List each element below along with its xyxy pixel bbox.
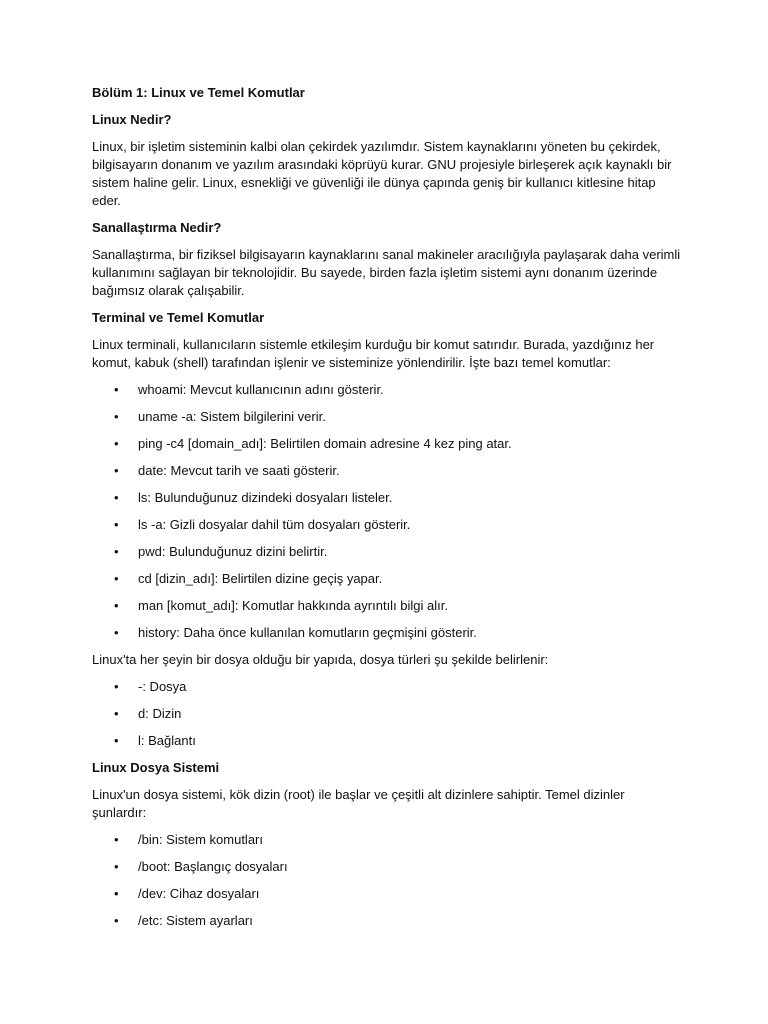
bullet-icon: • bbox=[114, 463, 119, 478]
bullet-icon: • bbox=[114, 706, 119, 721]
bullet-icon: • bbox=[114, 859, 119, 874]
bullet-icon: • bbox=[114, 886, 119, 901]
bullet-icon: • bbox=[114, 490, 119, 505]
list-item-text: cd [dizin_adı]: Belirtilen dizine geçiş yapar. bbox=[138, 571, 383, 586]
list-item bbox=[92, 678, 682, 696]
section-text-terminal: Linux terminali, kullanıcıların sistemle etkileşim kurduğu bir komut satırıdır. Burada, yazdığınız her komut, kabuk (shell) tarafından işlenir ve sisteminize yönlendirilir. İşte bazı temel komutlar: bbox=[92, 337, 655, 370]
list-item-text: pwd: Bulunduğunuz dizini belirtir. bbox=[138, 544, 328, 559]
bullet-icon: • bbox=[114, 436, 119, 451]
list-item bbox=[92, 912, 682, 930]
list-item-text: man [komut_adı]: Komutlar hakkında ayrıntılı bilgi alır. bbox=[138, 598, 448, 613]
list-item bbox=[92, 597, 682, 615]
file-type-list bbox=[92, 678, 682, 750]
bullet-icon: • bbox=[114, 733, 119, 748]
list-item bbox=[92, 885, 682, 903]
list-item-text: /bin: Sistem komutları bbox=[138, 832, 263, 847]
bullet-icon: • bbox=[114, 571, 119, 586]
list-item-text: d: Dizin bbox=[138, 706, 182, 721]
list-item bbox=[92, 408, 682, 426]
list-item bbox=[92, 570, 682, 588]
section-heading-filesystem: Linux Dosya Sistemi bbox=[92, 760, 220, 775]
bullet-icon: • bbox=[114, 382, 119, 397]
list-item bbox=[92, 516, 682, 534]
list-item bbox=[92, 858, 682, 876]
list-item-text: /boot: Başlangıç dosyaları bbox=[138, 859, 288, 874]
section-text-filesystem: Linux'un dosya sistemi, kök dizin (root) ile başlar ve çeşitli alt dizinlere sahiptir. Temel dizinler şunlardır: bbox=[92, 787, 625, 820]
bullet-icon: • bbox=[114, 913, 119, 928]
list-item-text: history: Daha önce kullanılan komutların geçmişini gösterir. bbox=[138, 625, 477, 640]
section-text-linux: Linux, bir işletim sisteminin kalbi olan çekirdek yazılımdır. Sistem kaynaklarını yöneten bu çekirdek, bilgisayarın donanım ve yazılım arasındaki köprüyü kurar. GNU projesiyle birleşerek açık kaynaklı bir sistem haline gelir. Linux, esnekliği ve güvenliği ile dünya çapında geniş bir kullanıcı kitlesine hitap eder. bbox=[92, 139, 672, 208]
file-types-intro: Linux'ta her şeyin bir dosya olduğu bir yapıda, dosya türleri şu şekilde belirlenir: bbox=[92, 652, 549, 667]
section-heading-linux: Linux Nedir? bbox=[92, 112, 172, 127]
list-item-text: ls -a: Gizli dosyalar dahil tüm dosyaları gösterir. bbox=[138, 517, 411, 532]
list-item-text: uname -a: Sistem bilgilerini verir. bbox=[138, 409, 326, 424]
list-item bbox=[92, 435, 682, 453]
list-item-text: /dev: Cihaz dosyaları bbox=[138, 886, 260, 901]
list-item-text: ping -c4 [domain_adı]: Belirtilen domain adresine 4 kez ping atar. bbox=[138, 436, 512, 451]
list-item bbox=[92, 489, 682, 507]
list-item-text: /etc: Sistem ayarları bbox=[138, 913, 253, 928]
section-heading-virtualization: Sanallaştırma Nedir? bbox=[92, 220, 222, 235]
list-item bbox=[92, 732, 682, 750]
list-item bbox=[92, 462, 682, 480]
list-item-text: date: Mevcut tarih ve saati gösterir. bbox=[138, 463, 340, 478]
bullet-icon: • bbox=[114, 544, 119, 559]
bullet-icon: • bbox=[114, 832, 119, 847]
list-item-text: l: Bağlantı bbox=[138, 733, 196, 748]
directory-list bbox=[92, 831, 682, 930]
list-item-text: -: Dosya bbox=[138, 679, 187, 694]
list-item bbox=[92, 543, 682, 561]
list-item bbox=[92, 381, 682, 399]
command-list bbox=[92, 381, 682, 642]
section-heading-terminal: Terminal ve Temel Komutlar bbox=[92, 310, 265, 325]
list-item bbox=[92, 831, 682, 849]
bullet-icon: • bbox=[114, 409, 119, 424]
list-item bbox=[92, 624, 682, 642]
bullet-icon: • bbox=[114, 679, 119, 694]
bullet-icon: • bbox=[114, 517, 119, 532]
section-text-virtualization: Sanallaştırma, bir fiziksel bilgisayarın kaynaklarını sanal makineler aracılığıyla paylaşarak daha verimli kullanımını sağlayan bir teknolojidir. Bu sayede, birden fazla işletim sistemi aynı donanım üzerinde bağımsız olarak çalışabilir. bbox=[92, 247, 681, 298]
list-item bbox=[92, 705, 682, 723]
chapter-title: Bölüm 1: Linux ve Temel Komutlar bbox=[92, 85, 305, 100]
bullet-icon: • bbox=[114, 598, 119, 613]
list-item-text: whoami: Mevcut kullanıcının adını gösterir. bbox=[138, 382, 384, 397]
list-item-text: ls: Bulunduğunuz dizindeki dosyaları listeler. bbox=[138, 490, 393, 505]
bullet-icon: • bbox=[114, 625, 119, 640]
document-page bbox=[92, 84, 682, 939]
